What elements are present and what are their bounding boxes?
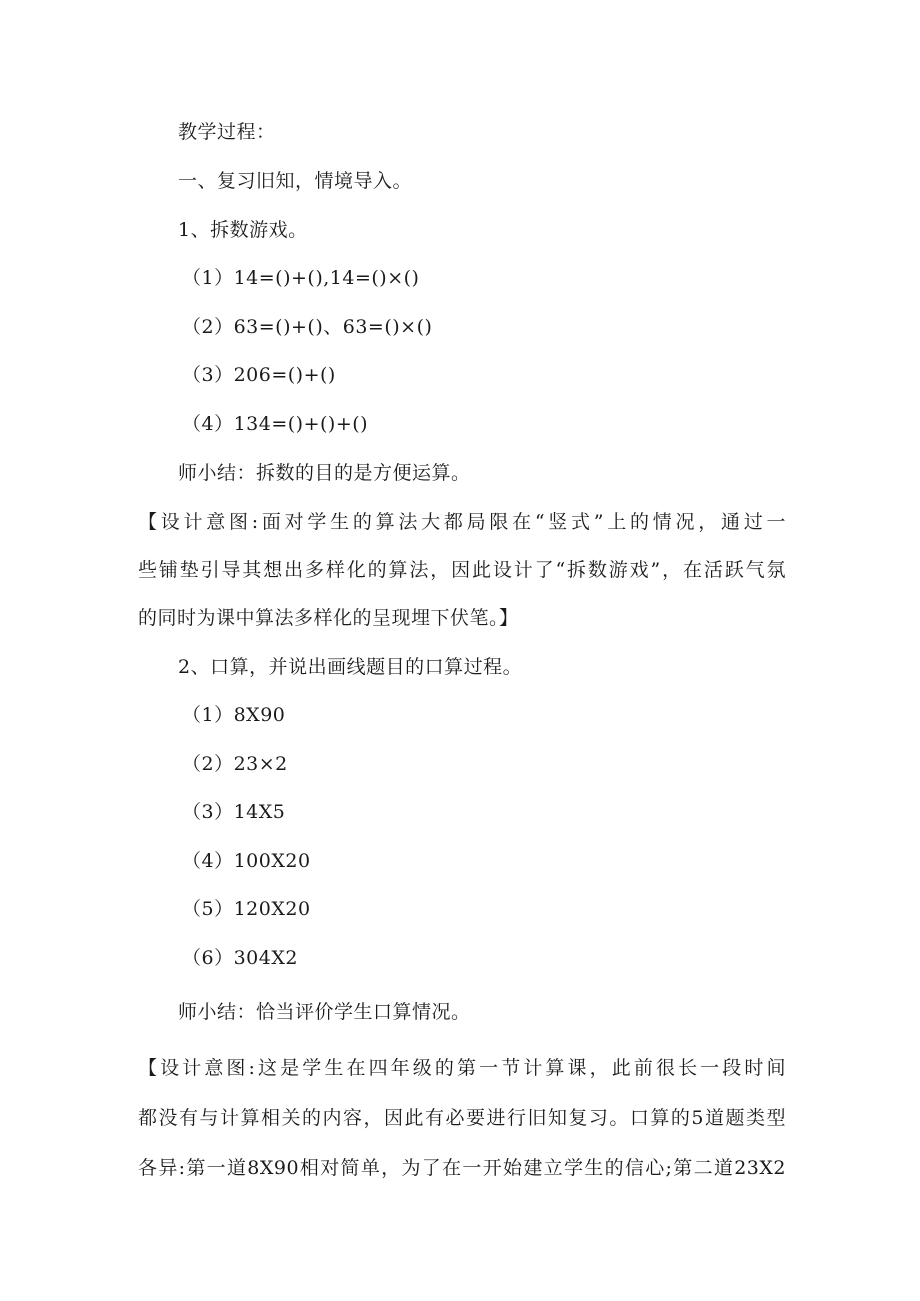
design-note-line: 【设计意图:面对学生的算法大都局限在“竖式”上的情况，通过一 (138, 511, 786, 533)
exercise-line: （5）120X20 (182, 898, 311, 920)
exercise-line: （1）14=()+(),14=()×() (182, 267, 420, 289)
design-note-line: 些铺垫引导其想出多样化的算法，因此设计了“拆数游戏”，在活跃气氛 (138, 559, 786, 581)
exercise-line: （3）14X5 (182, 801, 286, 823)
heading: 教学过程： (178, 121, 276, 143)
exercise-line: （4）100X20 (182, 850, 311, 872)
design-note-line: 【设计意图:这是学生在四年级的第一节计算课，此前很长一段时间 (138, 1057, 786, 1079)
section-title: 一、复习旧知，情境导入。 (178, 170, 413, 192)
teacher-summary: 师小结：恰当评价学生口算情况。 (178, 1001, 471, 1023)
design-note-line: 各异:第一道8X90相对简单，为了在一开始建立学生的信心;第二道23X2 (138, 1157, 786, 1179)
item-title: 2、口算，并说出画线题目的口算过程。 (178, 656, 523, 678)
exercise-line: （1）8X90 (182, 704, 286, 726)
exercise-line: （6）304X2 (182, 947, 298, 969)
teacher-summary: 师小结：拆数的目的是方便运算。 (178, 462, 471, 484)
item-title: 1、拆数游戏。 (178, 219, 308, 241)
exercise-line: （3）206=()+() (182, 364, 336, 386)
exercise-line: （2）23×2 (182, 753, 288, 775)
exercise-line: （4）134=()+()+() (182, 413, 369, 435)
exercise-line: （2）63=()+()、63=()×() (182, 316, 433, 338)
design-note-line: 都没有与计算相关的内容，因此有必要进行旧知复习。口算的5道题类型 (138, 1107, 786, 1129)
design-note-line: 的同时为课中算法多样化的呈现埋下伏笔。】 (138, 607, 519, 629)
